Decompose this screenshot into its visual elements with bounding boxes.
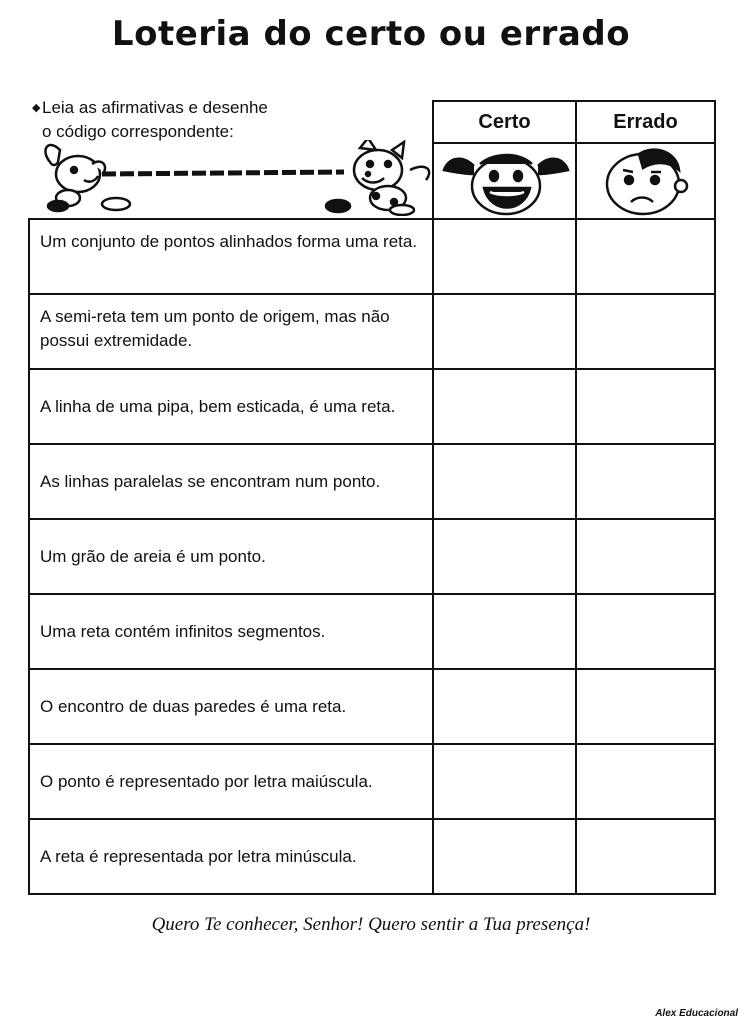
certo-face-cell bbox=[432, 142, 577, 220]
errado-answer-box[interactable] bbox=[575, 218, 716, 295]
statements-table bbox=[28, 218, 716, 893]
errado-answer-box[interactable] bbox=[575, 593, 716, 670]
bullet-diamond-icon: ◆ bbox=[32, 102, 41, 114]
table-row bbox=[28, 518, 716, 593]
certo-answer-box[interactable] bbox=[432, 443, 577, 520]
happy-girl-face-icon bbox=[434, 144, 579, 222]
statement-cell bbox=[28, 668, 434, 745]
column-header-errado: Errado bbox=[575, 100, 716, 144]
statement-text: A linha de uma pipa, bem esticada, é uma reta. bbox=[40, 396, 396, 416]
certo-answer-box[interactable] bbox=[432, 368, 577, 445]
sad-boy-face-icon bbox=[577, 144, 718, 222]
statement-text: A semi-reta tem um ponto de origem, mas não possui extremidade. bbox=[40, 307, 390, 350]
certo-answer-box[interactable] bbox=[432, 668, 577, 745]
statement-text: Uma reta contém infinitos segmentos. bbox=[40, 621, 326, 641]
errado-answer-box[interactable] bbox=[575, 743, 716, 820]
certo-answer-box[interactable] bbox=[432, 518, 577, 595]
dog-cat-tug-of-war-illustration bbox=[38, 140, 438, 216]
table-row bbox=[28, 443, 716, 518]
statement-text: A reta é representada por letra minúscula. bbox=[40, 846, 357, 866]
table-row bbox=[28, 368, 716, 443]
table-row bbox=[28, 818, 716, 893]
instruction-line-1: Leia as afirmativas e desenhe bbox=[42, 98, 268, 117]
cat-icon bbox=[326, 140, 429, 215]
statement-cell bbox=[28, 518, 434, 595]
dog-icon bbox=[45, 145, 130, 211]
table-row bbox=[28, 593, 716, 668]
certo-answer-box[interactable] bbox=[432, 743, 577, 820]
statement-cell bbox=[28, 218, 434, 295]
statement-text: Um grão de areia é um ponto. bbox=[40, 546, 266, 566]
statement-text: Um conjunto de pontos alinhados forma uma reta. bbox=[40, 232, 418, 251]
statement-cell bbox=[28, 818, 434, 895]
errado-face-cell bbox=[575, 142, 716, 220]
table-row bbox=[28, 218, 716, 293]
errado-answer-box[interactable] bbox=[575, 368, 716, 445]
statement-text: As linhas paralelas se encontram num ponto. bbox=[40, 471, 381, 491]
certo-answer-box[interactable] bbox=[432, 293, 577, 370]
statement-cell bbox=[28, 593, 434, 670]
statement-cell bbox=[28, 293, 434, 370]
errado-answer-box[interactable] bbox=[575, 443, 716, 520]
certo-answer-box[interactable] bbox=[432, 818, 577, 895]
statement-cell bbox=[28, 443, 434, 520]
statement-text: O ponto é representado por letra maiúscula. bbox=[40, 771, 373, 791]
table-row bbox=[28, 293, 716, 368]
instruction bbox=[34, 96, 268, 144]
errado-answer-box[interactable] bbox=[575, 668, 716, 745]
rope-line bbox=[102, 172, 344, 174]
errado-answer-box[interactable] bbox=[575, 518, 716, 595]
publisher-credit: Alex Educacional bbox=[655, 1008, 738, 1019]
statement-cell bbox=[28, 368, 434, 445]
statement-cell bbox=[28, 743, 434, 820]
footer-verse: Quero Te conhecer, Senhor! Quero sentir a Tua presença! bbox=[151, 914, 591, 935]
statement-text: O encontro de duas paredes é uma reta. bbox=[40, 696, 347, 716]
page-title: Loteria do certo ou errado bbox=[111, 14, 631, 54]
column-header-certo: Certo bbox=[432, 100, 577, 144]
errado-answer-box[interactable] bbox=[575, 293, 716, 370]
certo-answer-box[interactable] bbox=[432, 218, 577, 295]
instruction-line-2: o código correspondente: bbox=[42, 122, 234, 141]
table-row bbox=[28, 743, 716, 818]
certo-answer-box[interactable] bbox=[432, 593, 577, 670]
errado-answer-box[interactable] bbox=[575, 818, 716, 895]
table-row bbox=[28, 668, 716, 743]
